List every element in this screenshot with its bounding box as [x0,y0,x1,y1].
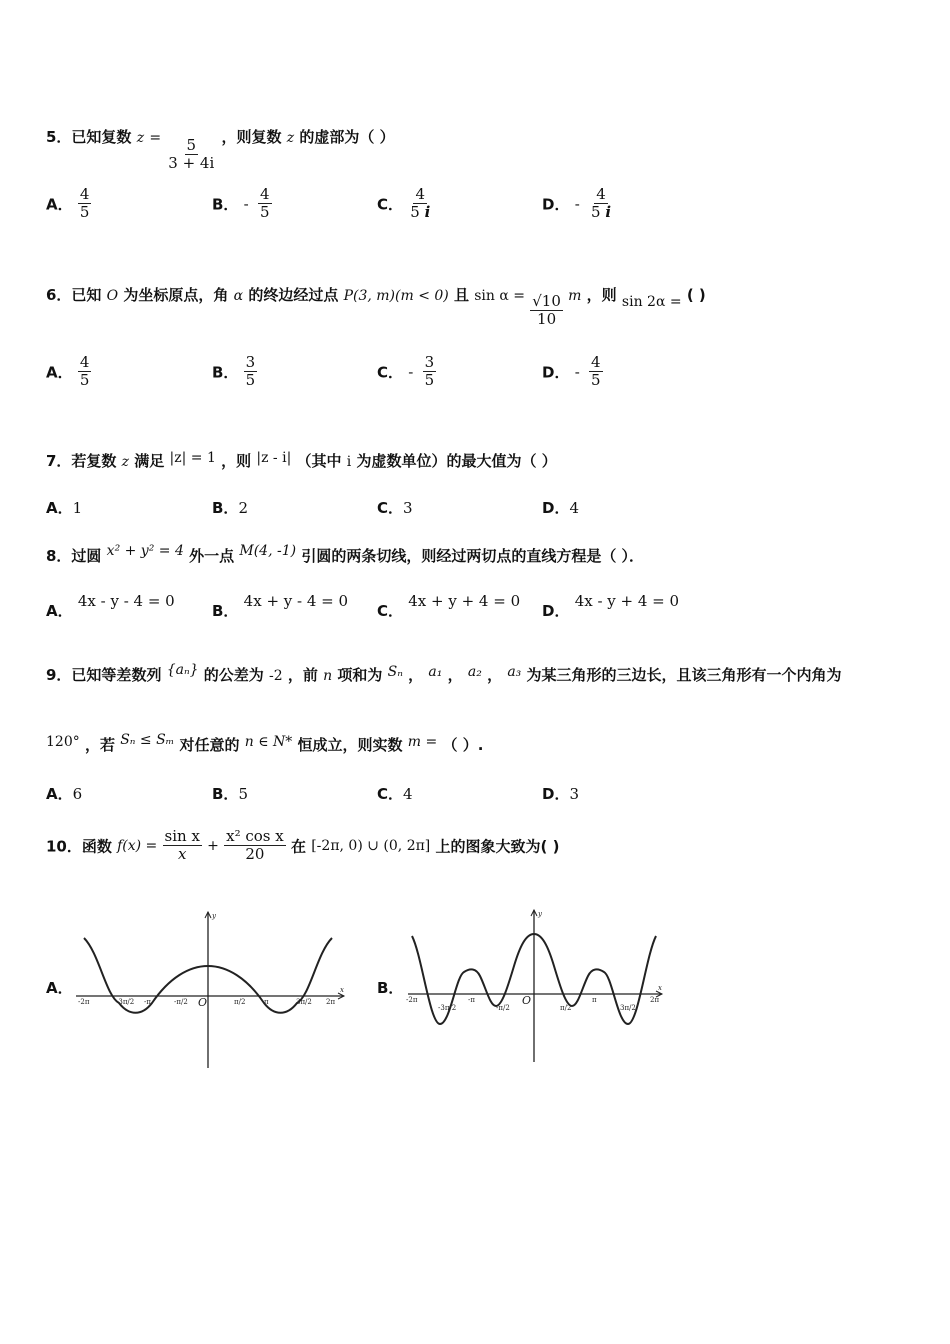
svg-text:O: O [198,996,208,1009]
svg-text:y: y [538,910,542,918]
svg-text:-π/2: -π/2 [496,1004,510,1012]
q10-option-a-label[interactable]: A． [46,979,73,997]
q8-point: M(4, -1) [239,543,297,559]
svg-text:π: π [592,996,597,1004]
svg-text:x: x [340,986,344,994]
q5-option-a[interactable]: A． $\frac{4}{5}$ [46,185,90,222]
svg-text:-3π/2: -3π/2 [116,998,135,1006]
q8-option-a[interactable]: A． 4x - y - 4 = 0 [46,592,175,620]
svg-text:x: x [658,984,662,992]
q5-fraction: $\frac{5}{3 + 4i}$ [168,136,215,173]
q9-option-d[interactable]: D．3 [542,785,579,803]
question-7: 7．若复数 z 满足 |z| = 1 ，则 |z - i| （其中 i 为虚数单位）的最大值为（ ） [46,450,557,470]
q10-option-b-label[interactable]: B． [377,979,404,997]
q8-circle: x² + y² = 4 [106,543,184,559]
q5-option-d[interactable]: D． - $\frac{4}{5 i}$ [542,185,612,222]
svg-text:3π/2: 3π/2 [296,998,312,1006]
q10-frac2: $\frac{\text{x² cos x}}{20}$ [226,827,284,864]
q6-point: P(3, m)(m < 0) [343,288,449,304]
svg-text:π/2: π/2 [234,998,246,1006]
q9-seq: {aₙ} [166,662,199,678]
q6-fraction: $\frac{√10}{10}$ [532,292,561,329]
question-10: 10．函数 f(x) = $\frac{\text{sin x}}{x}$ + $\frac{\text{x² cos x}}{20}$ 在 [-2π, 0) ∪ (0, 2π] 上的图象大致为( ) [46,827,560,864]
q9-option-b[interactable]: B．5 [212,785,248,803]
q6-alpha: α [233,288,244,304]
q5-option-c[interactable]: C． $\frac{4}{5 i}$ [377,185,431,222]
q5-z: z [136,130,145,146]
question-9: 9．已知等差数列 {aₙ} 的公差为 -2 ，前 n 项和为 Sₙ ， a₁ ， a₂ ， a₃ 为某三角形的三边长，且该三角形有一个内角为 [46,662,842,684]
q6-option-b[interactable]: B． $\frac{3}{5}$ [212,353,256,390]
q5-number: 5．已知复数 [46,128,132,146]
svg-text:-2π: -2π [78,998,90,1006]
q10-f: f(x) = [117,837,158,854]
svg-text:-π: -π [468,996,475,1004]
q6-option-a[interactable]: A． $\frac{4}{5}$ [46,353,90,390]
q6-option-d[interactable]: D． - $\frac{4}{5}$ [542,353,601,390]
q10-domain: [-2π, 0) ∪ (0, 2π] [311,837,431,854]
q7-expression: |z - i| [256,450,292,466]
q8-option-d[interactable]: D． 4x - y + 4 = 0 [542,592,680,620]
question-6: 6．已知 O 为坐标原点，角 α 的终边经过点 P(3, m)(m < 0) 且 sin α = $\frac{√10}{10}$ m ，则 sin 2α = ( ) [46,286,706,329]
q10-frac1: $\frac{\text{sin x}}{x}$ [164,827,200,864]
svg-text:-2π: -2π [406,996,418,1004]
q6-option-c[interactable]: C． - $\frac{3}{5}$ [377,353,435,390]
question-8: 8．过圆 x² + y² = 4 外一点 M(4, -1) 引圆的两条切线，则经过两切点的直线方程是（ ）． [46,543,645,565]
q5-eq: = [149,130,162,146]
q7-option-d[interactable]: D．4 [542,499,579,517]
q8-option-c[interactable]: C． 4x + y + 4 = 0 [377,592,521,620]
question-9-line2: 120° ，若 Sₙ ≤ Sₘ 对任意的 n ∈ N* 恒成立，则实数 m = （ ）. [46,732,484,754]
svg-text:π/2: π/2 [560,1004,572,1012]
svg-text:π: π [264,998,269,1006]
svg-text:-3π/2: -3π/2 [438,1004,457,1012]
svg-text:2π: 2π [326,998,336,1006]
q6-number: 6．已知 [46,286,102,304]
q5-text3: 的虚部为（ ） [299,128,395,146]
q10-graph-b[interactable] [404,906,670,1066]
q10-graph-a[interactable] [74,908,354,1070]
svg-text:-π/2: -π/2 [174,998,188,1006]
svg-text:3π/2: 3π/2 [620,1004,636,1012]
svg-text:2π: 2π [650,996,660,1004]
question-5 [46,126,395,173]
svg-text:O: O [522,994,532,1007]
svg-text:y: y [212,912,216,920]
q7-option-a[interactable]: A．1 [46,499,83,517]
q5-z2: z [286,130,295,146]
svg-text:-π: -π [144,998,151,1006]
q8-option-b[interactable]: B． 4x + y - 4 = 0 [212,592,349,620]
q9-option-c[interactable]: C．4 [377,785,413,803]
q6-O: O [106,288,119,304]
q5-option-b[interactable]: B． - $\frac{4}{5}$ [212,185,270,222]
q7-option-c[interactable]: C．3 [377,499,413,517]
q6-sin2: sin 2α = [621,294,682,310]
q6-sin: sin α = [474,288,526,304]
q9-option-a[interactable]: A．6 [46,785,83,803]
q7-condition: |z| = 1 [169,450,216,466]
q5-text2: ，则复数 [221,128,282,146]
q7-option-b[interactable]: B．2 [212,499,248,517]
